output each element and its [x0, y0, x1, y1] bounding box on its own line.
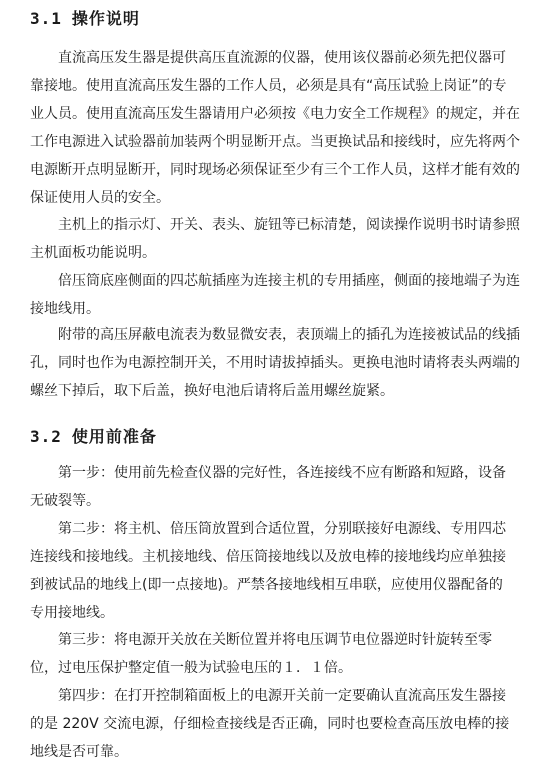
paragraph-line: 业人员。使用直流高压发生器请用户必须按《电力安全工作规程》的规定，并在 — [30, 106, 520, 122]
paragraph-line: 附带的高压屏蔽电流表为数显微安表，表顶端上的插孔为连接被试品的线插 — [30, 327, 520, 343]
paragraph-ammeter — [30, 321, 528, 405]
paragraph-line: 主机上的指示灯、开关、表头、旋钮等已标清楚，阅读操作说明书时请参照 — [30, 217, 520, 233]
paragraph-line: 直流高压发生器是提供高压直流源的仪器，使用该仪器前必须先把仪器可 — [30, 50, 506, 66]
paragraph-line: 位，过电压保护整定值一般为试验电压的１．１倍。 — [30, 660, 352, 676]
paragraph-line: 倍压筒底座侧面的四芯航插座为连接主机的专用插座，侧面的接地端子为连 — [30, 273, 520, 289]
paragraph-step-2 — [30, 515, 528, 627]
paragraph-line: 无破裂等。 — [30, 493, 100, 509]
paragraph-step-1 — [30, 459, 528, 515]
paragraph-socket — [30, 267, 528, 323]
paragraph-line: 电源断开点明显断开，同时现场必须保证至少有三个工作人员，这样才能有效的 — [30, 162, 520, 178]
paragraph-line: 靠接地。使用直流高压发生器的工作人员，必须是具有“高压试验上岗证”的专 — [30, 78, 507, 94]
paragraph-line: 第四步：在打开控制箱面板上的电源开关前一定要确认直流高压发生器接 — [30, 688, 506, 704]
paragraph-line: 主机面板功能说明。 — [30, 245, 156, 261]
paragraph-line: 到被试品的地线上(即一点接地)。严禁各接地线相互串联，应使用仪器配备的 — [30, 577, 503, 593]
section-number: 3.2 — [30, 427, 62, 446]
paragraph-line: 专用接地线。 — [30, 605, 114, 621]
paragraph-line: 保证使用人员的安全。 — [30, 190, 170, 206]
section-heading-3-1 — [30, 6, 140, 29]
paragraph-line: 接地线用。 — [30, 301, 100, 317]
section-heading-3-2 — [30, 424, 157, 447]
paragraph-line: 工作电源进入试验器前加装两个明显断开点。当更换试品和接线时，应先将两个 — [30, 134, 520, 150]
paragraph-step-3 — [30, 626, 528, 682]
paragraph-instrument-intro — [30, 44, 528, 212]
section-title: 操作说明 — [71, 9, 140, 28]
paragraph-line: 螺丝下掉后，取下后盖，换好电池后请将后盖用螺丝旋紧。 — [30, 383, 394, 399]
paragraph-line: 孔，同时也作为电源控制开关，不用时请拔掉插头。更换电池时请将表头两端的 — [30, 355, 520, 371]
paragraph-line: 第三步：将电源开关放在关断位置并将电压调节电位器逆时针旋转至零 — [30, 632, 492, 648]
paragraph-line: 地线是否可靠。 — [30, 744, 128, 760]
paragraph-step-4 — [30, 682, 528, 766]
paragraph-panel-indicators — [30, 211, 528, 267]
section-number: 3.1 — [30, 9, 62, 28]
paragraph-line: 第一步：使用前先检查仪器的完好性，各连接线不应有断路和短路，设备 — [30, 465, 506, 481]
paragraph-line: 第二步：将主机、倍压筒放置到合适位置，分别联接好电源线、专用四芯 — [30, 521, 506, 537]
paragraph-line: 连接线和接地线。主机接地线、倍压筒接地线以及放电棒的接地线均应单独接 — [30, 549, 506, 565]
paragraph-line: 的是 220V 交流电源，仔细检查接线是否正确，同时也要检查高压放电棒的接 — [30, 716, 510, 732]
section-title: 使用前准备 — [71, 427, 157, 446]
